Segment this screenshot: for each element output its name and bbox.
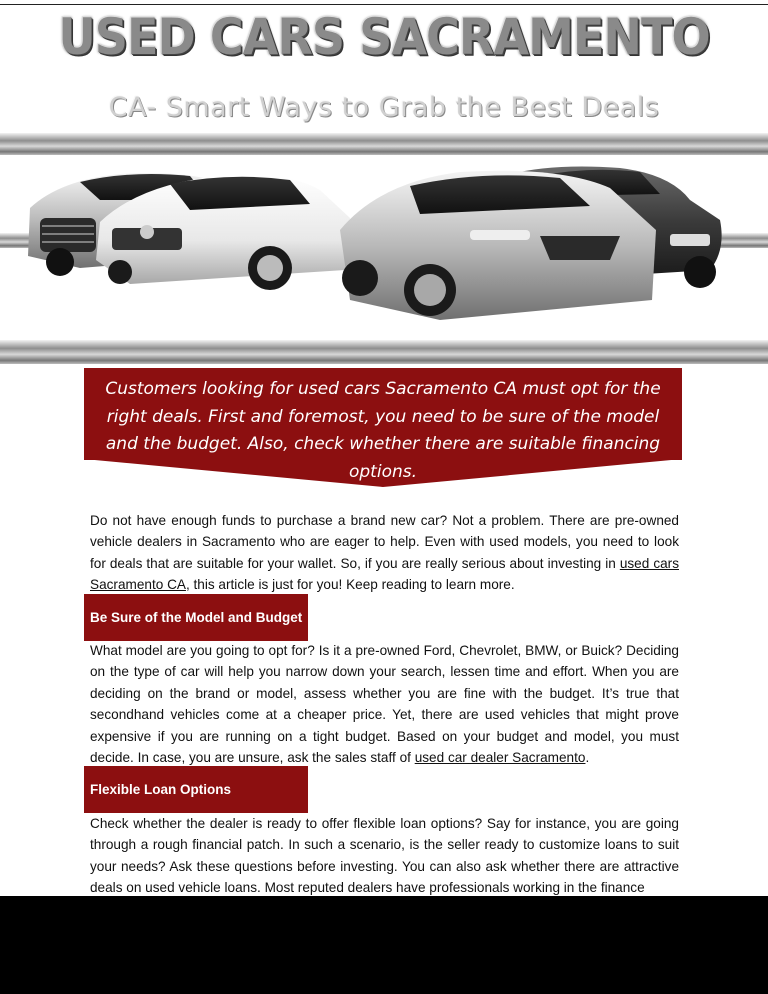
car-silver-sedan <box>340 171 656 320</box>
intro-paragraph <box>90 510 679 596</box>
section-heading-model-budget: Be Sure of the Model and Budget <box>84 594 308 641</box>
cars-hero-image <box>20 160 740 330</box>
intro-text-start: Do not have enough funds to purchase a brand new car? Not a problem. There are pre-owned vehicle dealers in Sacramento who are eager to help. Even with used models, you need to look for deals that are suitable for your wallet. So, if you are really serious about investing in <box>90 513 679 571</box>
section1-text-start: What model are you going to opt for? Is it a pre-owned Ford, Chevrolet, BMW, or Buick? Deciding on the type of car will help you narrow down your search, lessen time and effort. When you are deciding on the brand or model, assess whether you are fine with the budget. It’s true that secondhand vehicles come at a cheaper price. Yet, there are used vehicles that might prove expensive if you are running on a tight budget. Based on your budget and model, you must decide. In case, you are unsure, ask the sales staff of <box>90 643 679 766</box>
section1-paragraph <box>90 640 679 768</box>
section-heading-loan-options: Flexible Loan Options <box>84 766 308 813</box>
section1-text-end: . <box>585 750 590 766</box>
section2-paragraph: Check whether the dealer is ready to offer flexible loan options? Say for instance, you are going through a rough financial patch. In such a scenario, is the seller ready to customize loans to suit your needs? Ask these questions before investing. You can also ask whether there are attractive deals on used vehicle loans. Most reputed dealers have professionals working in the finance <box>90 816 679 896</box>
used-car-dealer-link[interactable]: used car dealer Sacramento <box>414 750 586 766</box>
used-cars-link[interactable]: used cars Sacramento CA <box>90 555 679 593</box>
top-rule <box>0 4 768 5</box>
chrome-bar-bottom <box>0 340 768 364</box>
chrome-bar-top <box>0 133 768 155</box>
callout-text: Customers looking for used cars Sacramento CA must opt for the right deals. First and foremost, you need to be sure of the model and the budget. Also, check whether there are suitable financing options. <box>105 379 661 482</box>
intro-text-end: , this article is just for you! Keep reading to learn more. <box>185 577 515 593</box>
page-title: USED CARS SACRAMENTO <box>58 8 710 66</box>
page-subtitle: CA- Smart Ways to Grab the Best Deals <box>108 92 660 123</box>
